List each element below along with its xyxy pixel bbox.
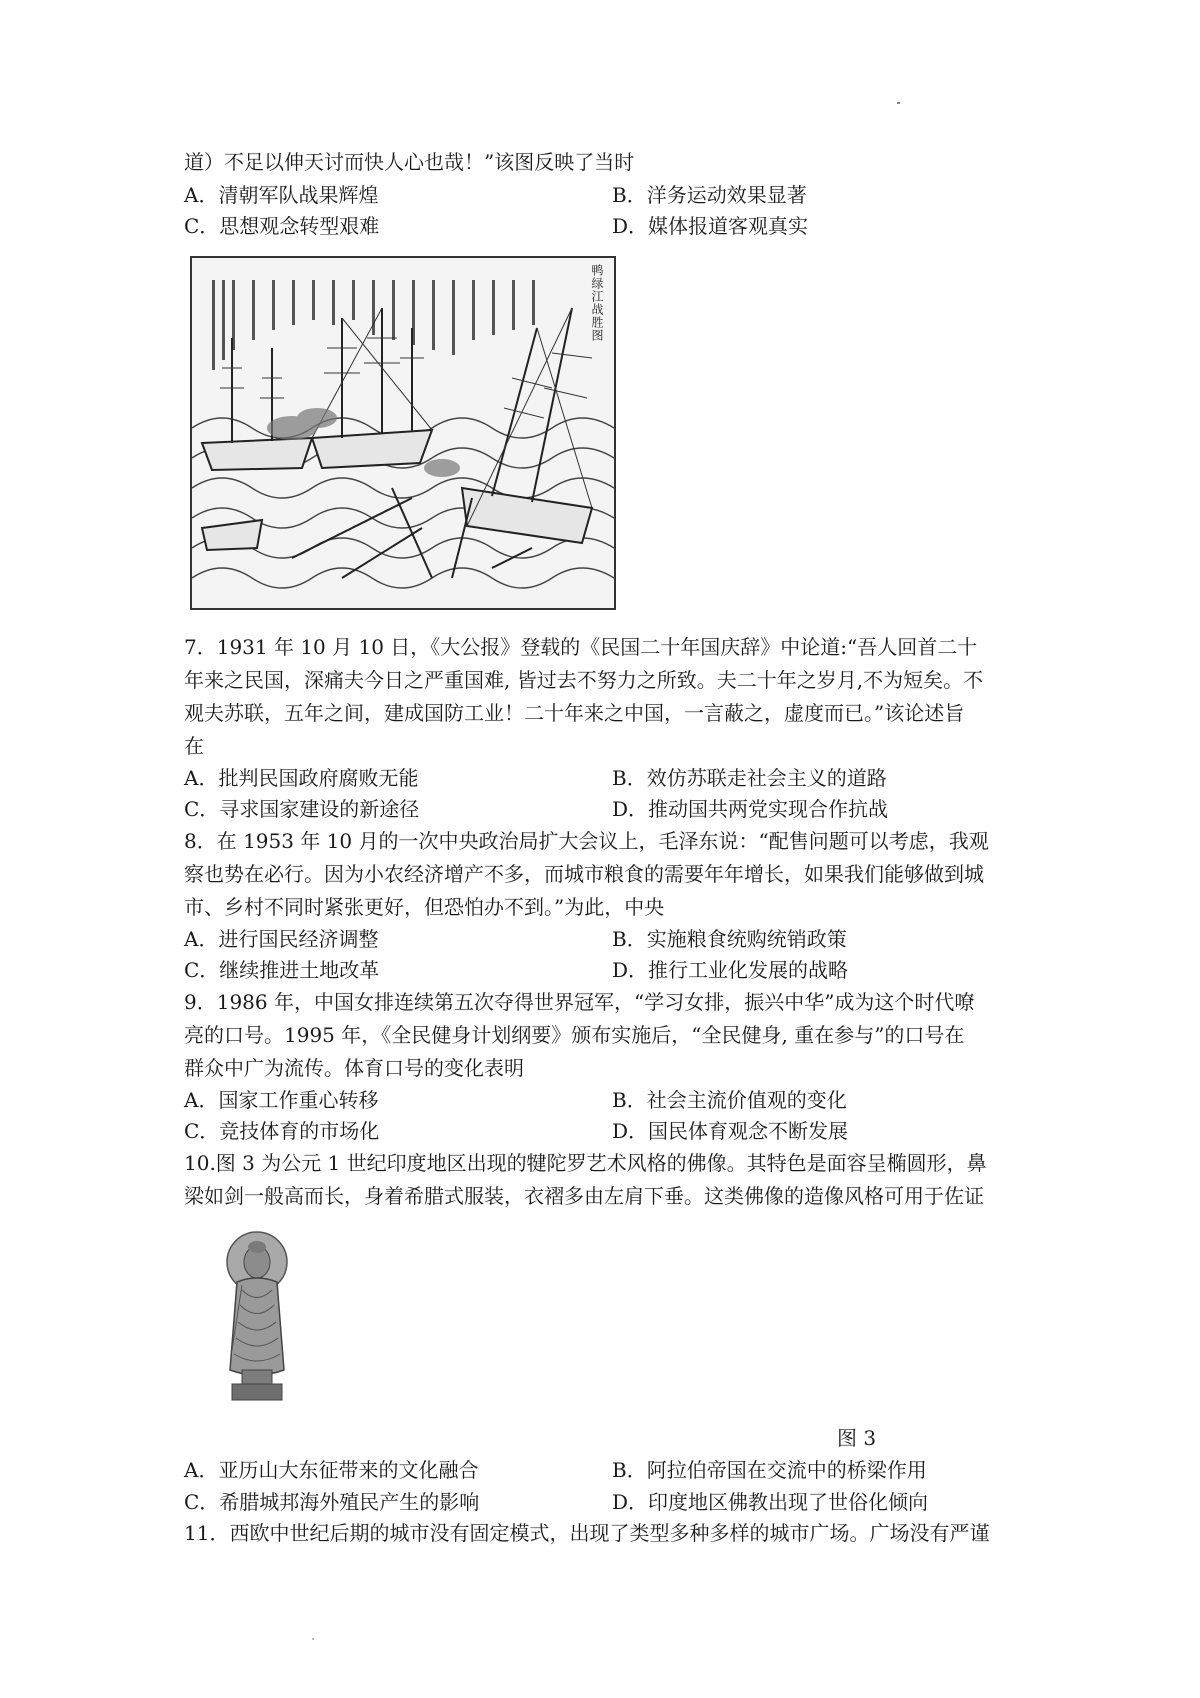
q9-option-d: D．国民体育观念不断发展 (612, 1119, 849, 1143)
q8-option-d: D．推行工业化发展的战略 (612, 958, 849, 982)
q9-line-1: 9．1986 年，中国女排连续第五次夺得世界冠军，“学习女排，振兴中华”成为这个时代嘹 (184, 990, 975, 1014)
q10-line-2: 梁如剑一般高而长，身着希腊式服装，衣褶多由左肩下垂。这类佛像的造像风格可用于佐证 (184, 1184, 984, 1208)
q7-option-d: D．推动国共两党实现合作抗战 (612, 797, 889, 821)
q6-option-a: A．清朝军队战果辉煌 (184, 183, 379, 207)
q8-option-c: C．继续推进土地改革 (184, 958, 380, 982)
q6-option-c: C．思想观念转型艰难 (184, 214, 380, 238)
q9-option-b: B．社会主流价值观的变化 (612, 1088, 847, 1112)
buddha-statue-figure (212, 1230, 302, 1405)
q8-option-b: B．实施粮食统购统销政策 (612, 927, 847, 951)
q7-line-1: 7．1931 年 10 月 10 日，《大公报》登载的《民国二十年国庆辞》中论道:“吾人回首二十 (184, 635, 978, 659)
figure-title: 鸭绿江战胜图 (590, 264, 604, 342)
scan-speck (897, 102, 900, 104)
q6-stem-tail: 道）不足以伸天讨而快人心也哉！”该图反映了当时 (184, 150, 635, 174)
q7-option-a: A．批判民国政府腐败无能 (184, 766, 419, 790)
naval-battle-illustration (192, 258, 614, 608)
q7-option-c: C．寻求国家建设的新途径 (184, 797, 420, 821)
q7-line-2: 年来之民国，深痛夫今日之严重国难, 皆过去不努力之所致。夫二十年之岁月,不为短矣。不 (184, 668, 984, 692)
q9-line-2: 亮的口号。1995 年，《全民健身计划纲要》颁布实施后，“全民健身, 重在参与”的口号在 (184, 1023, 965, 1047)
q10-option-b: B．阿拉伯帝国在交流中的桥梁作用 (612, 1458, 927, 1482)
q10-line-1: 10.图 3 为公元 1 世纪印度地区出现的犍陀罗艺术风格的佛像。其特色是面容呈椭圆形，鼻 (184, 1151, 987, 1175)
q10-option-c: C．希腊城邦海外殖民产生的影响 (184, 1490, 480, 1514)
q11-line-1: 11．西欧中世纪后期的城市没有固定模式，出现了类型多种多样的城市广场。广场没有严谨 (184, 1521, 990, 1545)
q10-option-d: D．印度地区佛教出现了世俗化倾向 (612, 1490, 929, 1514)
q7-line-4: 在 (184, 734, 204, 758)
q8-line-1: 8．在 1953 年 10 月的一次中央政治局扩大会议上，毛泽东说：“配售问题可以考虑，我观 (184, 829, 989, 853)
figure-3-caption: 图 3 (837, 1426, 877, 1450)
q7-option-b: B．效仿苏联走社会主义的道路 (612, 766, 887, 790)
gandhara-buddha-illustration (212, 1230, 302, 1405)
q7-line-3: 观夫苏联，五年之间，建成国防工业！二十年来之中国，一言蔽之，虚度而已。”该论述旨 (184, 701, 965, 725)
q8-line-3: 市、乡村不同时紧张更好，但恐怕办不到。”为此，中央 (184, 895, 665, 919)
naval-battle-figure (190, 256, 616, 610)
q8-option-a: A．进行国民经济调整 (184, 927, 379, 951)
q6-option-d: D．媒体报道客观真实 (612, 214, 809, 238)
q8-line-2: 察也势在必行。因为小农经济增产不多，而城市粮食的需要年年增长，如果我们能够做到城 (184, 862, 984, 886)
q6-option-b: B．洋务运动效果显著 (612, 183, 807, 207)
q9-option-c: C．竞技体育的市场化 (184, 1119, 380, 1143)
q10-option-a: A．亚历山大东征带来的文化融合 (184, 1458, 479, 1482)
q9-line-3: 群众中广为流传。体育口号的变化表明 (184, 1056, 524, 1080)
scan-speck (312, 1638, 314, 1640)
q9-option-a: A．国家工作重心转移 (184, 1088, 379, 1112)
